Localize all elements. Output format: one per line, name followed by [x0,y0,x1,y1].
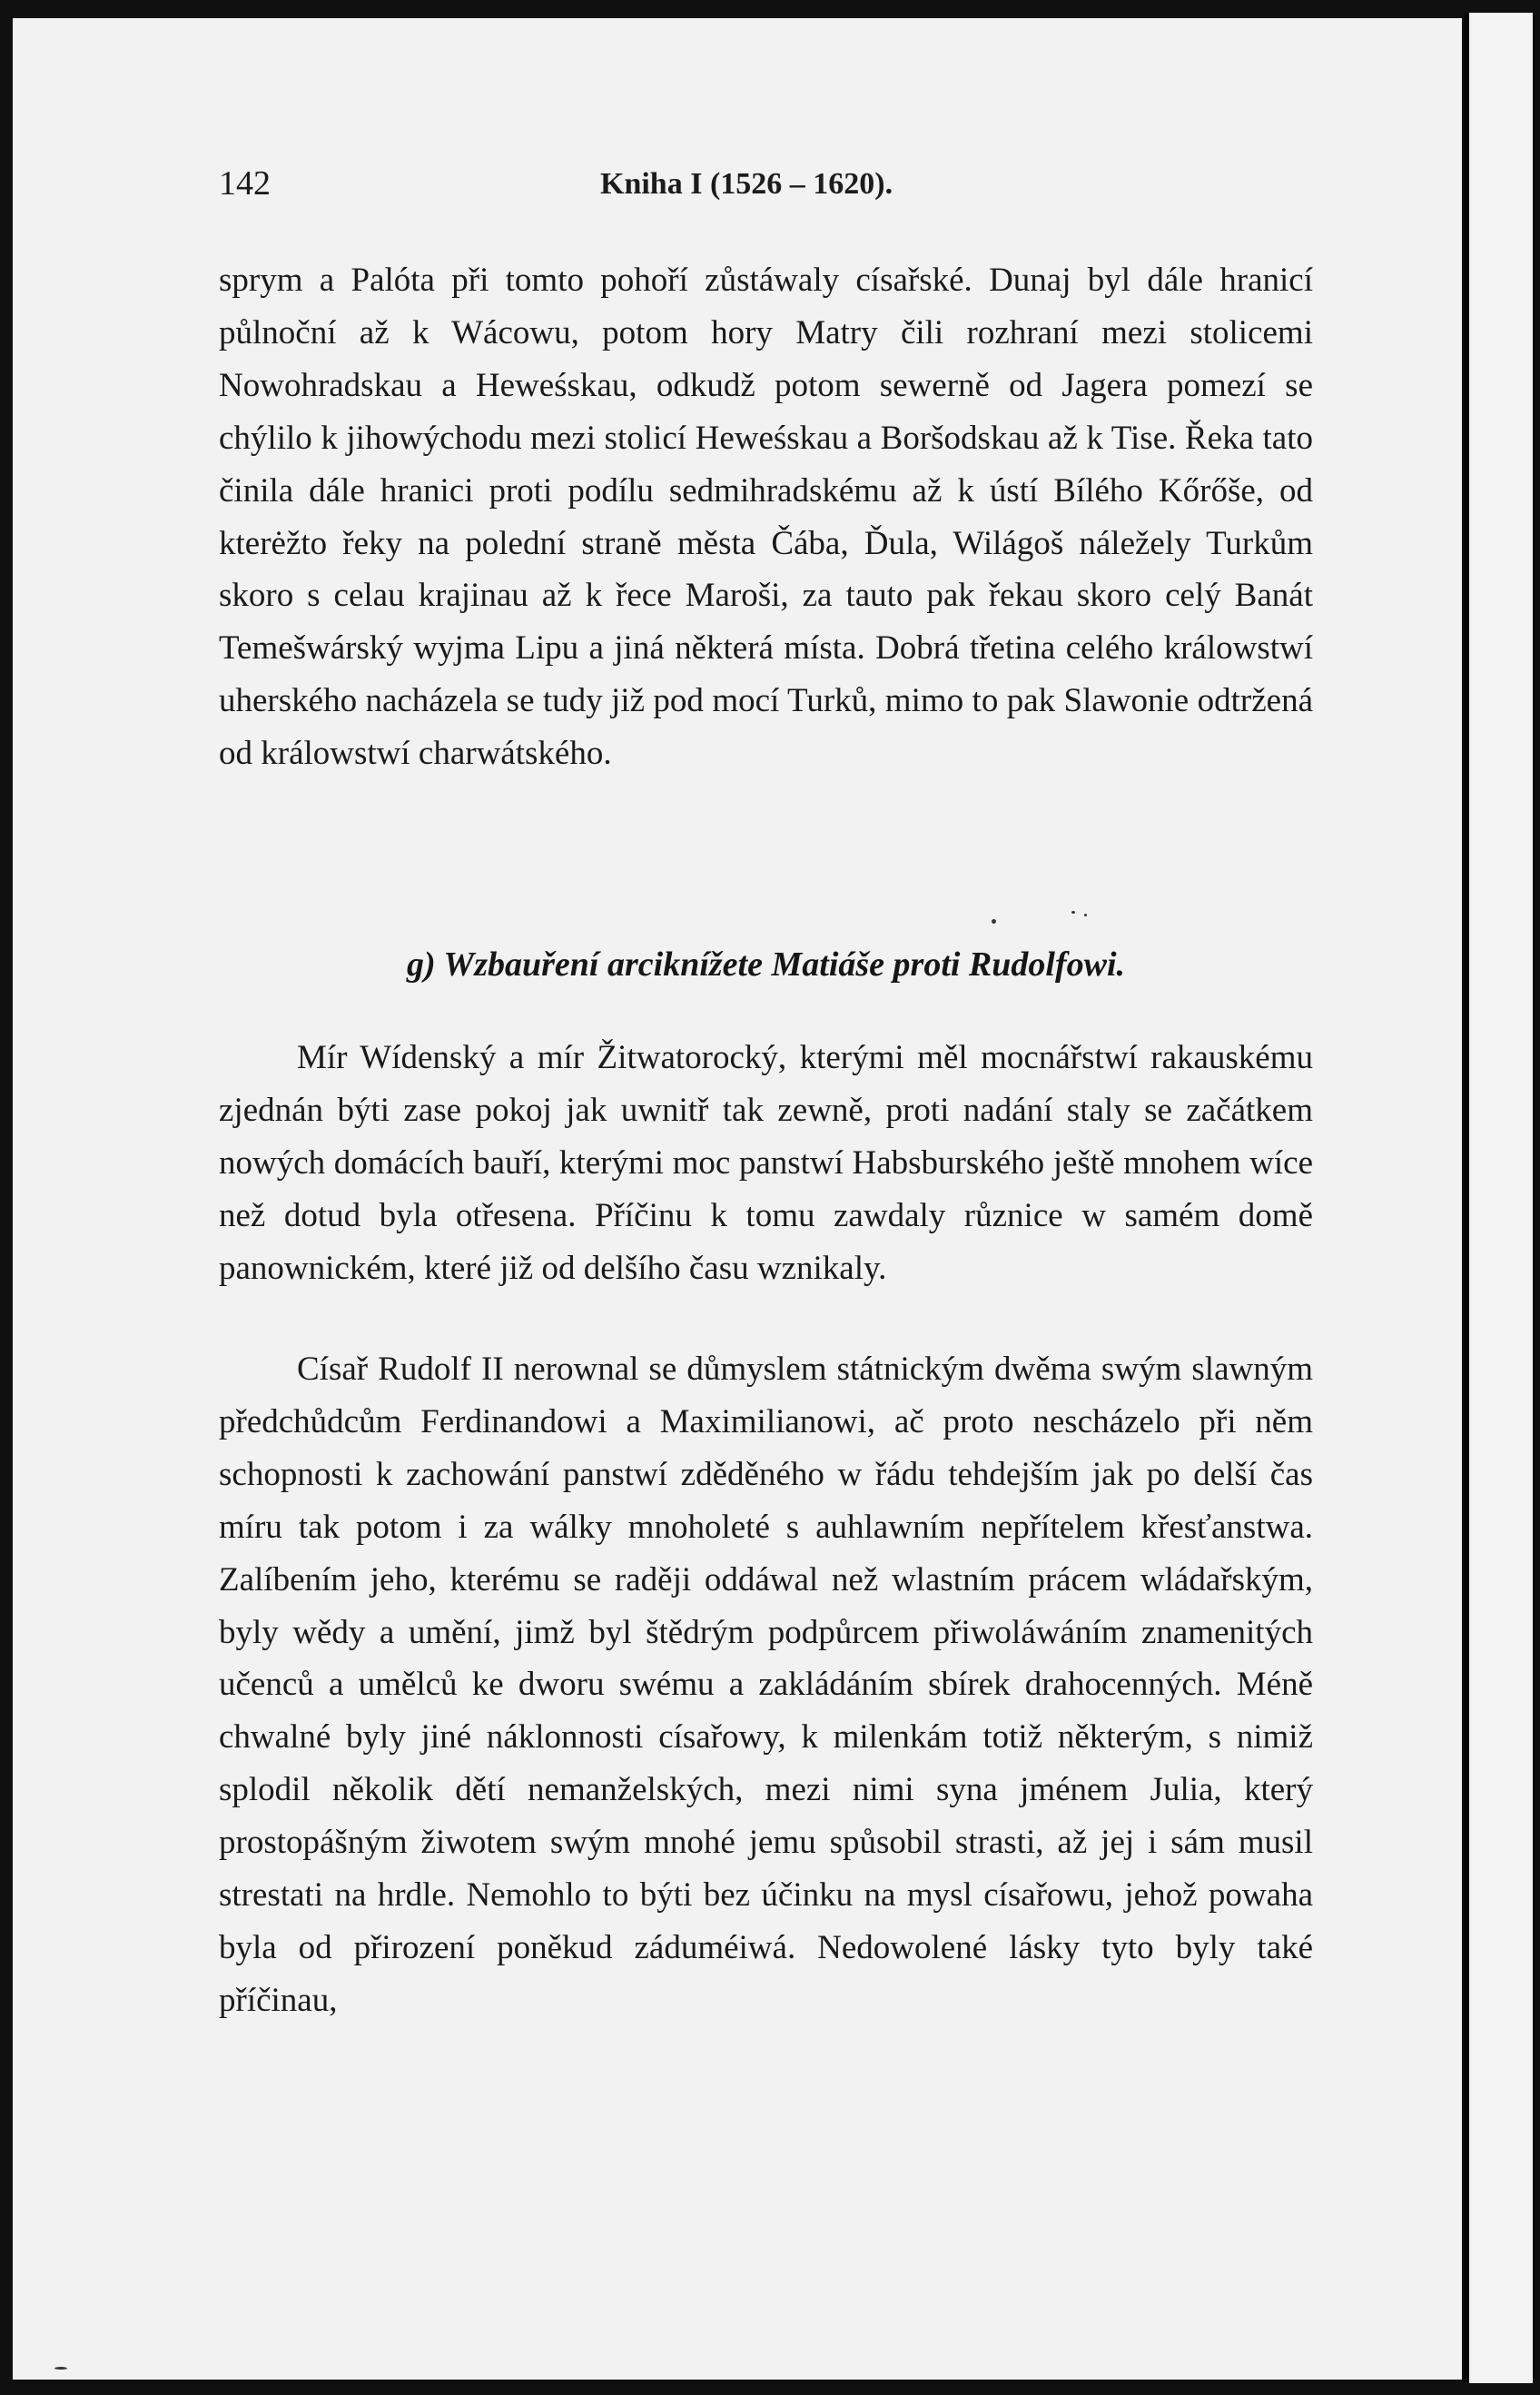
paragraph-text: Císař Rudolf II nerownal se důmyslem státnickým dwěma swým slawným předchůdcům Ferdinandowi a Maximilianowi, ač proto nescházelo při něm schopnosti k zachowání panstwí zděděného w řádu tehdejším jak po delší čas míru tak potom i za wálky mnoholeté s auhlawním nepřítelem křesťanstwa. Zalíbením jeho, kterému se raději oddáwal než wlastním prácem wládařským, byly wědy a umění, jimž byl štědrým podpůrcem přiwoláwáním znamenitých učenců a umělců ke dworu swému a zakládáním sbírek drahocenných. Méně chwalné byly jiné náklonnosti císařowy, k milenkám totiž některým, s nimiž splodil několik dětí nemanželských, mezi nimi syna jménem Julia, který prostopášným žiwotem swým mnohé jemu spůsobil strasti, až jej i sám musil strestati na hrdle. Nemohlo to býti bez účinku na mysl císařowu, jehož powaha byla od přirození poněkud záduméiwá. Nedowolené lásky tyto byly také příčinau, [219,1351,1313,2019]
ink-speck [992,919,996,924]
paragraph-text: sprym a Palóta při tomto pohoří zůstáwaly císařské. Dunaj byl dále hranicí půlnoční až k Wácowu, potom hory Matry čili rozhraní mezi stolicemi Nowohradskau a Heweśskau, odkudž potom sewerně od Jagera pomezí se chýlilo k jihowýchodu mezi stolicí Heweśskau a Boršodskau až k Tise. Řeka tato činila dále hranici proti podílu sedmihradskému až k ústí Bílého Kőrőše, od kterėžto řeky na polední straně města Čába, Ďula, Wilágoš náležely Turkům skoro s celau krajinau až k řece Maroši, za tauto pak řekau skoro celý Banát Temešwárský wyjma Lipu a jiná některá místa. Dobrá třetina celého králowstwí uherského nacházela se tudy již pod mocí Turků, mimo to pak Slawonie odtržená od králowstwí charwátského. [219,262,1313,773]
page-number: 142 [219,164,271,203]
section-heading: g) Wzbauření arciknížete Matiáše proti Rudolfowi. [406,945,1126,984]
ink-speck [1071,911,1075,914]
ink-speck [1084,914,1087,916]
body-paragraph-1 [219,254,1313,780]
body-paragraph-2 [219,1032,1313,1295]
page-header [219,163,1318,218]
paragraph-text: Mír Wídenský a mír Žitwatorocký, kterými měl mocnářstwí rakauskému zjednán býti zase pokoj jak uwnitř tak zewně, proti nadání staly se začátkem nowých domácích bauří, kterými moc panstwí Habsburského ještě mnohem wíce než dotud byla otřesena. Příčinu k tomu zawdaly různice w samém domě panownickém, které již od delšího času wznikaly. [219,1039,1313,1287]
adjacent-page-edge [1469,13,1533,2383]
running-title: Kniha I (1526 – 1620). [600,167,893,201]
ink-speck [54,2367,67,2370]
body-paragraph-3 [219,1343,1313,2027]
